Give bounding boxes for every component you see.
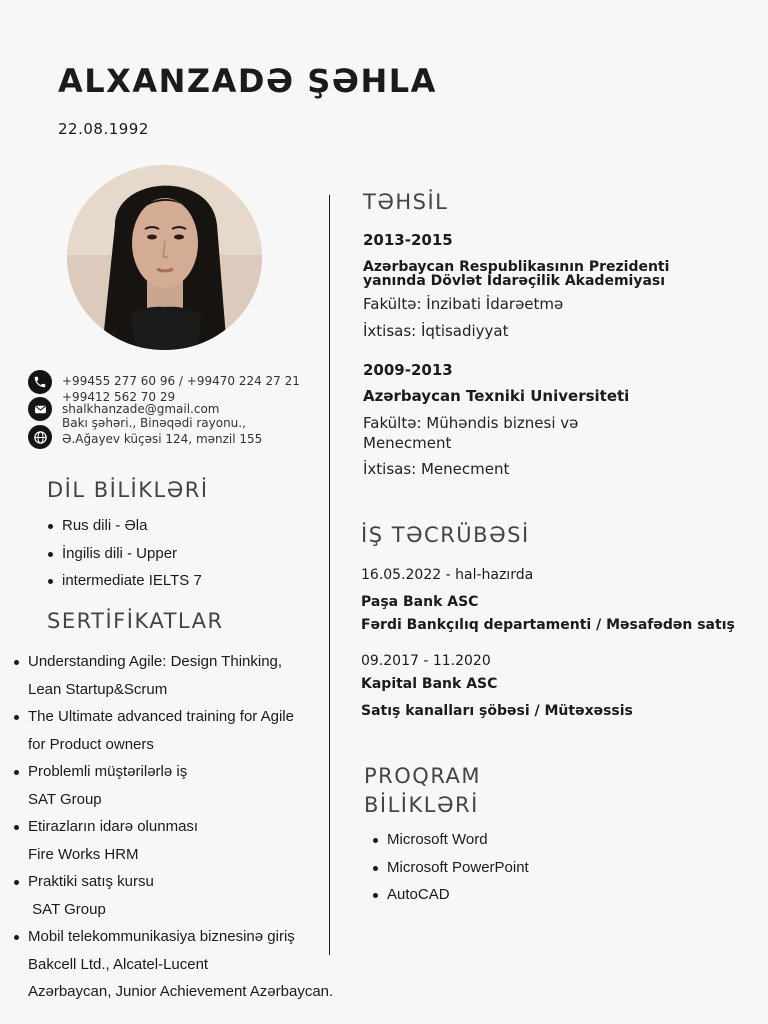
certificate-provider: Bakcell Ltd., Alcatel-Lucent bbox=[28, 955, 209, 973]
address-row bbox=[28, 415, 328, 449]
certificate-provider: Fire Works HRM bbox=[28, 845, 139, 863]
job-company: Paşa Bank ASC bbox=[361, 594, 479, 610]
job-period: 16.05.2022 - hal-hazırda bbox=[361, 567, 534, 583]
software-title-line-1: PROQRAM bbox=[364, 764, 482, 788]
school-name-line-2: yanında Dövlət İdarəçilik Akademiyası bbox=[363, 273, 666, 289]
certificate-detail: for Product owners bbox=[28, 735, 154, 753]
certificate-detail: Lean Startup&Scrum bbox=[28, 680, 168, 698]
software-list bbox=[371, 826, 529, 909]
address-line-2: Ə.Ağayev küçəsi 124, mənzil 155 bbox=[62, 432, 263, 446]
mail-icon bbox=[28, 397, 52, 421]
school-name: Azərbaycan Texniki Universiteti bbox=[363, 387, 630, 405]
certificate-provider-cont: Azərbaycan, Junior Achievement Azərbaycan. bbox=[28, 983, 334, 1000]
specialty: İxtisas: İqtisadiyyat bbox=[363, 322, 509, 340]
education-block bbox=[363, 230, 733, 479]
certificate-name: Praktiki satış kursu bbox=[28, 873, 154, 890]
job-role: Satış kanalları şöbəsi / Mütəxəssis bbox=[361, 703, 633, 719]
certificate-item bbox=[12, 648, 372, 703]
certificate-name: Mobil telekommunikasiya biznesinə giriş bbox=[28, 928, 295, 945]
faculty: Fakültə: İnzibati İdarəetmə bbox=[363, 295, 564, 313]
globe-icon bbox=[28, 425, 52, 449]
software-title-line-2: BİLİKLƏRİ bbox=[364, 793, 479, 817]
list-item-continuation bbox=[46, 567, 202, 595]
certificates-list bbox=[12, 648, 372, 1006]
profile-photo bbox=[67, 165, 262, 350]
certificate-item bbox=[12, 703, 372, 758]
person-name: ALXANZADƏ ŞƏHLA bbox=[58, 62, 437, 100]
phone-numbers-mobile[interactable]: +99455 277 60 96 / +99470 224 27 21 bbox=[62, 374, 300, 388]
certificate-name: Etirazların idarə olunması bbox=[28, 818, 199, 835]
address-line-1: Bakı şəhəri., Binəqədi rayonu., bbox=[62, 416, 246, 430]
certificate-item bbox=[12, 813, 372, 868]
job-company: Kapital Bank ASC bbox=[361, 676, 498, 692]
job-entry bbox=[361, 565, 751, 635]
date-of-birth: 22.08.1992 bbox=[58, 120, 149, 138]
portrait-illustration bbox=[67, 165, 262, 350]
list-item: Rus dili - Əla bbox=[46, 512, 202, 540]
software-title bbox=[364, 762, 481, 820]
job-period: 09.2017 - 11.2020 bbox=[361, 653, 491, 669]
list-item: AutoCAD bbox=[371, 881, 529, 909]
certificate-item bbox=[12, 758, 372, 813]
phone-number-landline[interactable]: +99412 562 70 29 bbox=[62, 390, 176, 404]
phone-icon bbox=[28, 370, 52, 394]
certificate-item bbox=[12, 923, 372, 1006]
education-title: TƏHSİL bbox=[363, 190, 449, 214]
education-years: 2013-2015 bbox=[363, 231, 453, 249]
faculty-line-2: Menecment bbox=[363, 434, 452, 452]
list-item: Microsoft Word bbox=[371, 826, 529, 854]
certificate-name: Problemli müştərilərlə iş bbox=[28, 763, 188, 780]
education-entry bbox=[363, 230, 733, 341]
language-level: intermediate IELTS 7 bbox=[62, 572, 202, 589]
experience-title: İŞ TƏCRÜBƏSİ bbox=[361, 523, 530, 547]
education-years: 2009-2013 bbox=[363, 361, 453, 379]
faculty-line-1: Fakültə: Mühəndis biznesi və bbox=[363, 414, 579, 432]
certificate-name: Understanding Agile: Design Thinking, bbox=[28, 653, 283, 670]
email-address[interactable]: shalkhanzade@gmail.com bbox=[62, 402, 220, 416]
certificates-title: SERTİFİKATLAR bbox=[47, 609, 224, 633]
languages-title: DİL BİLİKLƏRİ bbox=[47, 478, 209, 502]
list-item: Microsoft PowerPoint bbox=[371, 854, 529, 882]
certificate-provider: SAT Group bbox=[28, 900, 106, 918]
certificate-name: The Ultimate advanced training for Agile bbox=[28, 708, 294, 725]
specialty: İxtisas: Menecment bbox=[363, 460, 510, 478]
job-entry bbox=[361, 651, 751, 721]
list-item: İngilis dili - Upper bbox=[46, 540, 202, 568]
certificate-provider: SAT Group bbox=[28, 790, 102, 808]
contact-block bbox=[28, 370, 328, 449]
job-role: Fərdi Bankçılıq departamenti / Məsafədən satış bbox=[361, 617, 735, 633]
school-name-line-1: Azərbaycan Respublikasının Prezidenti bbox=[363, 259, 670, 275]
education-entry bbox=[363, 360, 733, 479]
experience-block bbox=[361, 565, 751, 721]
languages-list bbox=[46, 512, 202, 595]
certificate-item bbox=[12, 868, 372, 923]
